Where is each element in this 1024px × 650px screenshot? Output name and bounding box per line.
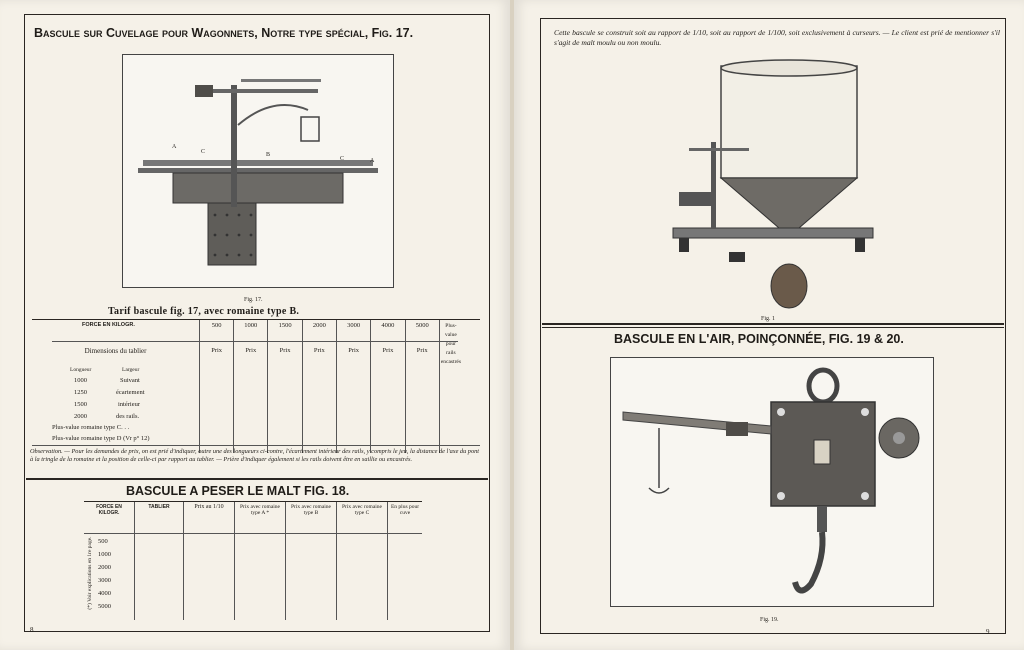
force-1000: 1000 [234,320,268,345]
largeur-suivant: Suivant [120,377,140,384]
longueur-1000: 1000 [74,377,87,384]
right-page-title: BASCULE EN L'AIR, POINÇONNÉE, FIG. 19 & 20. [614,332,904,346]
prix-3: Prix [268,345,302,370]
intro-text: Cette bascule se construit soit au rapport de 1/10, soit au rapport de 1/100, soit exclusivement à curseurs. — Le client est prié de mentionner s'il s'agit de malt moulu ou non moulu. [554,28,1000,47]
price-cell [234,369,268,453]
malt-title: BASCULE A PESER LE MALT FIG. 18. [126,484,350,498]
malt-cell [135,528,184,620]
fig1-caption: Fig. 1 [761,316,776,322]
tarif-title: Tarif bascule fig. 17, avec romaine type B. [108,306,300,317]
force-3000: 3000 [336,320,370,345]
malt-table [84,502,422,620]
price-cell [302,369,336,453]
figure-label-c1: C [201,149,206,155]
figure-label-a2: A [370,158,375,164]
malt-cell [388,528,423,620]
largeur-rails: des rails. [116,413,140,420]
malt-force-3000: 3000 [98,577,111,584]
price-cell [405,369,439,453]
figure-label-c2: C [340,156,345,162]
weighbridge-illustration [123,55,393,287]
fig17-caption: Fig. 17. [244,297,263,303]
dimensions-header: Dimensions du tablier [32,345,200,370]
largeur-header: Largeur [122,367,140,373]
table1-sub-rule [52,341,458,342]
force-5000: 5000 [405,320,439,345]
force-500: 500 [200,320,234,345]
prix-5: Prix [336,345,370,370]
figure-label-b: B [266,152,271,158]
force-4000: 4000 [371,320,405,345]
plus-value-type-c: Plus-value romaine type C. . . [52,424,130,431]
plus-value-type-d: Plus-value romaine type D (Vr p° 12) [52,435,150,442]
right-section-separator [542,323,1004,325]
malt-force-4000: 4000 [98,590,111,597]
hopper-illustration [659,56,899,312]
plus-value-line3: encastrés [440,359,461,365]
right-page-number: 9 [986,628,990,636]
prix-2: Prix [234,345,268,370]
prix-7: Prix [405,345,439,370]
longueur-1250: 1250 [74,389,87,396]
malt-force-header: FORCE EN KILOGR. [84,502,135,528]
left-page-title: Bascule sur Cuvelage pour Wagonnets, Notre type spécial, Fig. 17. [34,26,414,40]
weighbridge-figure [122,54,394,288]
largeur-interieur: intérieur [118,401,141,408]
malt-cell [184,528,235,620]
table1-bottom-rule [32,445,480,446]
figure-label-a1: A [172,144,177,150]
right-section-separator-thin [542,327,1004,328]
plus-value-header [439,320,462,369]
table2-header-rule [84,533,422,534]
price-cell [439,369,462,453]
hanging-scale-illustration [611,358,933,606]
side-note: (*) Voir explications en 1re page. [87,536,93,610]
malt-cell [235,528,286,620]
left-page [0,0,510,650]
hanging-scale-figure [610,357,934,607]
observation-note: Observation. — Pour les demandes de prix, on est prié d'indiquer, outre une des longueurs ci-contre, l'écartement intérieur des rails, y compris le jeu, la distance de l'axe du pont à la tringle de la romaine et la position de celle-ci par rapport au tablier. — Prière d'indiquer également si les rails doivent être en saillie ou encastrés. [30,448,479,463]
malt-force-1000: 1000 [98,551,111,558]
malt-force-2000: 2000 [98,564,111,571]
price-cell [268,369,302,453]
longueur-header: Longueur [70,367,92,373]
malt-cell [286,528,337,620]
price-cell [371,369,405,453]
price-cell [200,369,234,453]
right-page [514,0,1024,650]
malt-romaine-c-header: Prix avec romaine type C [337,502,388,528]
malt-tablier-header: TABLIER [135,502,184,528]
plus-value-line1: Plus-value [444,323,457,338]
prix-1: Prix [200,345,234,370]
longueur-2000: 2000 [74,413,87,420]
force-2000: 2000 [302,320,336,345]
malt-romaine-b-header: Prix avec romaine type B [286,502,337,528]
malt-cuve-header: En plus pour cuve [390,504,420,516]
malt-cell [337,528,388,620]
section-separator [26,478,488,480]
force-header: FORCE EN KILOGR. [32,320,200,345]
price-cell [336,369,370,453]
prix-4: Prix [302,345,336,370]
fig19-caption: Fig. 19. [760,617,779,623]
malt-prix-1-10-header: Prix au 1/10 [184,502,235,528]
malt-force-5000: 5000 [98,603,111,610]
left-page-number: 8 [30,626,34,634]
prix-6: Prix [371,345,405,370]
malt-romaine-a-header: Prix avec romaine type A * [235,502,286,528]
plus-value-line2: pour rails [445,341,456,356]
malt-force-500: 500 [98,538,108,545]
longueur-1500: 1500 [74,401,87,408]
largeur-ecartement: écartement [116,389,145,396]
force-1500: 1500 [268,320,302,345]
hopper-figure [659,56,899,312]
tarif-table [32,320,462,453]
